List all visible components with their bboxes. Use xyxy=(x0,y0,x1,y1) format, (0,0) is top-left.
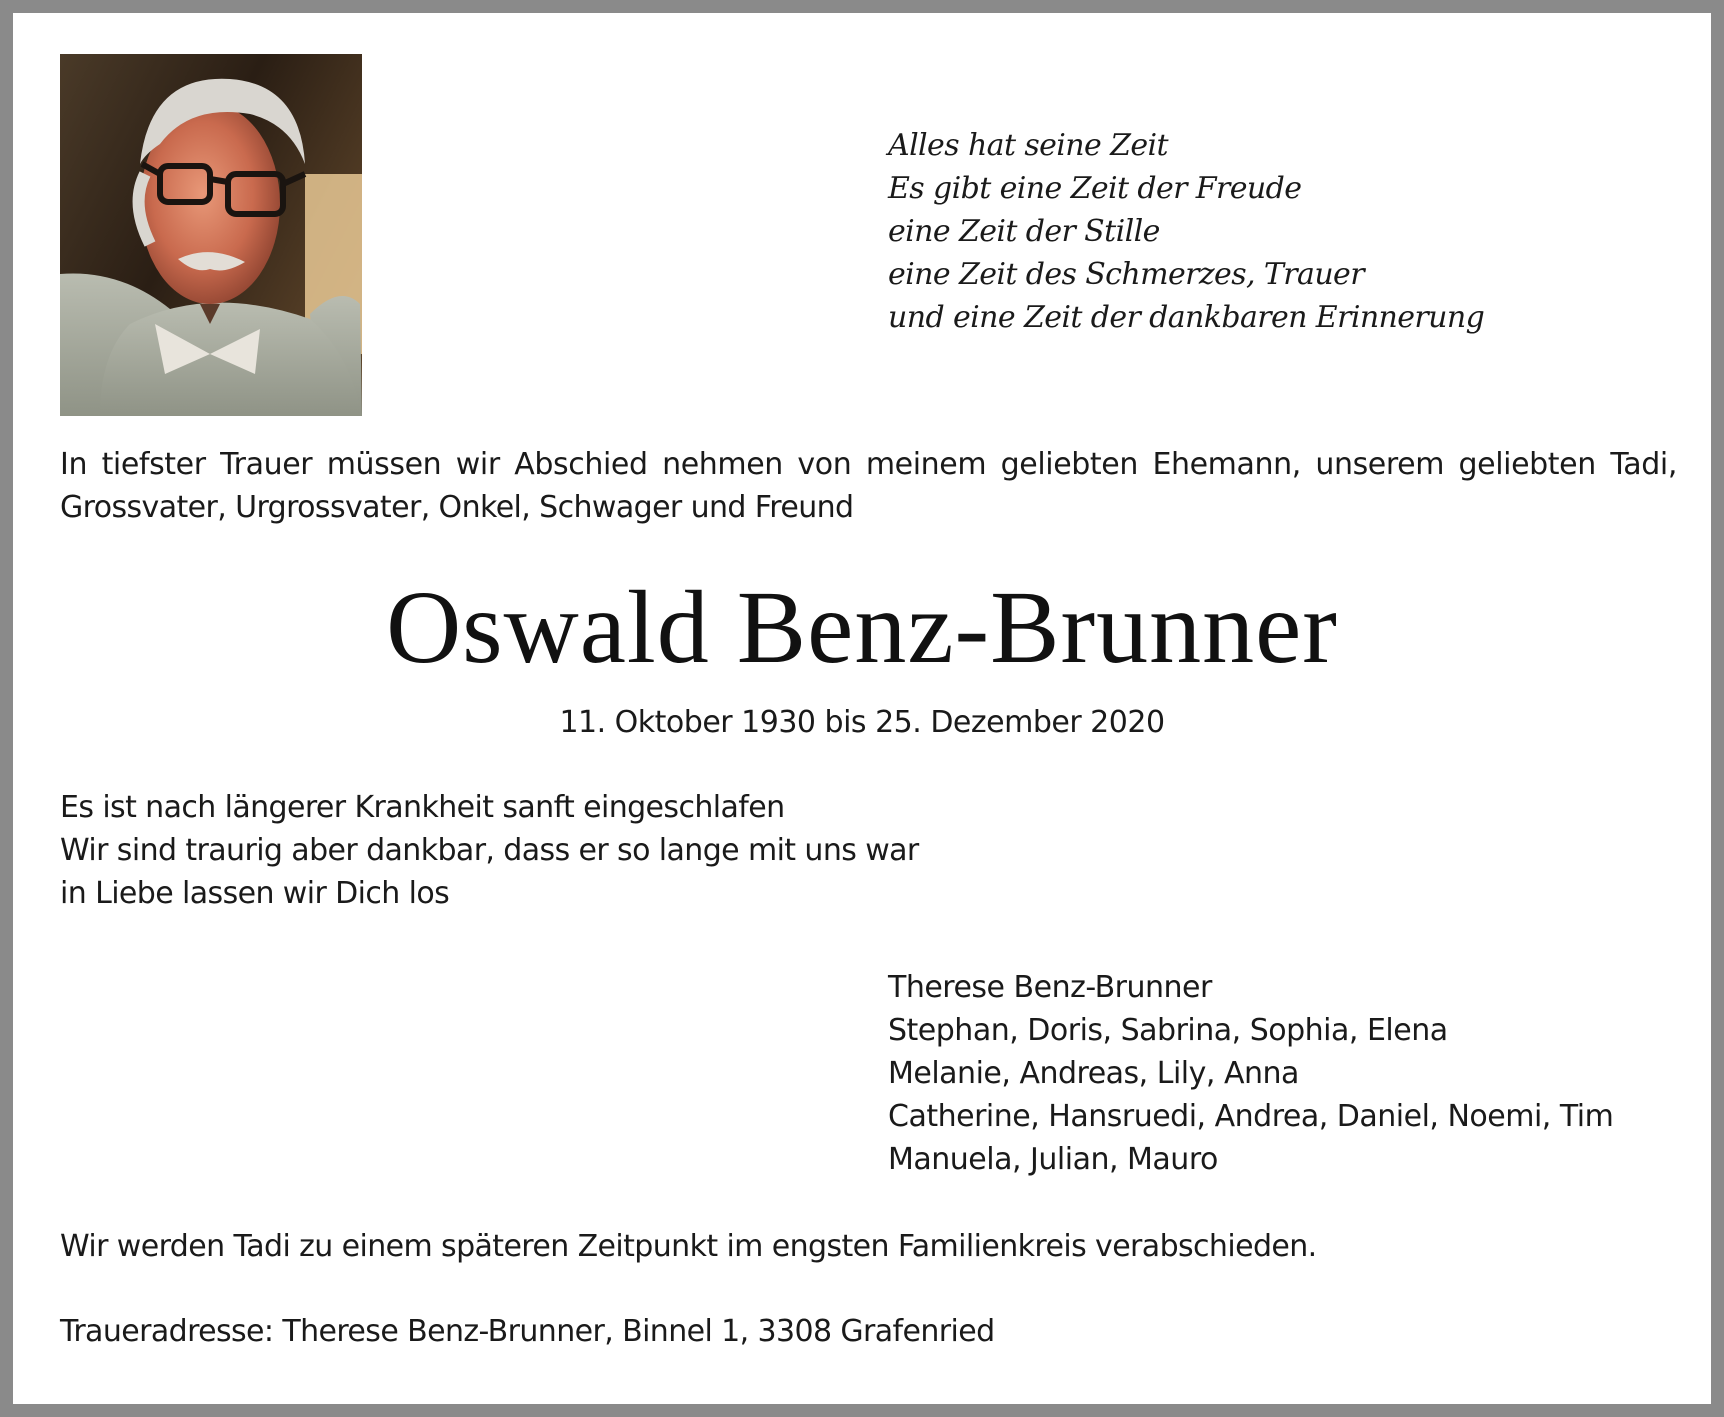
intro-text xyxy=(60,443,1677,529)
poem xyxy=(888,124,1484,339)
family-line: Melanie, Andreas, Lily, Anna xyxy=(888,1056,1299,1091)
family-line: Catherine, Hansruedi, Andrea, Daniel, Noemi, Tim xyxy=(888,1099,1614,1134)
family-line: Stephan, Doris, Sabrina, Sophia, Elena xyxy=(888,1013,1448,1048)
poem-line: Es gibt eine Zeit der Freude xyxy=(888,171,1302,206)
message-line: Es ist nach längerer Krankheit sanft eingeschlafen xyxy=(60,790,785,825)
message xyxy=(60,786,919,915)
deceased-name: Oswald Benz-Brunner xyxy=(386,570,1338,685)
mourning-address: Traueradresse: Therese Benz-Brunner, Binnel 1, 3308 Grafenried xyxy=(60,1314,995,1349)
family-list xyxy=(888,966,1613,1181)
intro-line: Grossvater, Urgrossvater, Onkel, Schwager und Freund xyxy=(60,490,854,525)
poem-line: und eine Zeit der dankbaren Erinnerung xyxy=(888,300,1485,335)
family-line: Manuela, Julian, Mauro xyxy=(888,1142,1218,1177)
poem-line: eine Zeit der Stille xyxy=(888,214,1160,249)
obituary-page xyxy=(13,13,1711,1404)
farewell-note: Wir werden Tadi zu einem späteren Zeitpunkt im engsten Familienkreis verabschieden. xyxy=(60,1229,1317,1264)
life-dates: 11. Oktober 1930 bis 25. Dezember 2020 xyxy=(559,705,1165,740)
portrait-photo xyxy=(60,54,362,416)
intro-line: In tiefster Trauer müssen wir Abschied nehmen von meinem geliebten Ehemann, unserem geliebten Tadi, xyxy=(60,447,1677,482)
poem-line: eine Zeit des Schmerzes, Trauer xyxy=(888,257,1364,292)
family-line: Therese Benz-Brunner xyxy=(888,970,1212,1005)
message-line: Wir sind traurig aber dankbar, dass er so lange mit uns war xyxy=(60,833,919,868)
poem-line: Alles hat seine Zeit xyxy=(888,128,1168,163)
message-line: in Liebe lassen wir Dich los xyxy=(60,876,450,911)
